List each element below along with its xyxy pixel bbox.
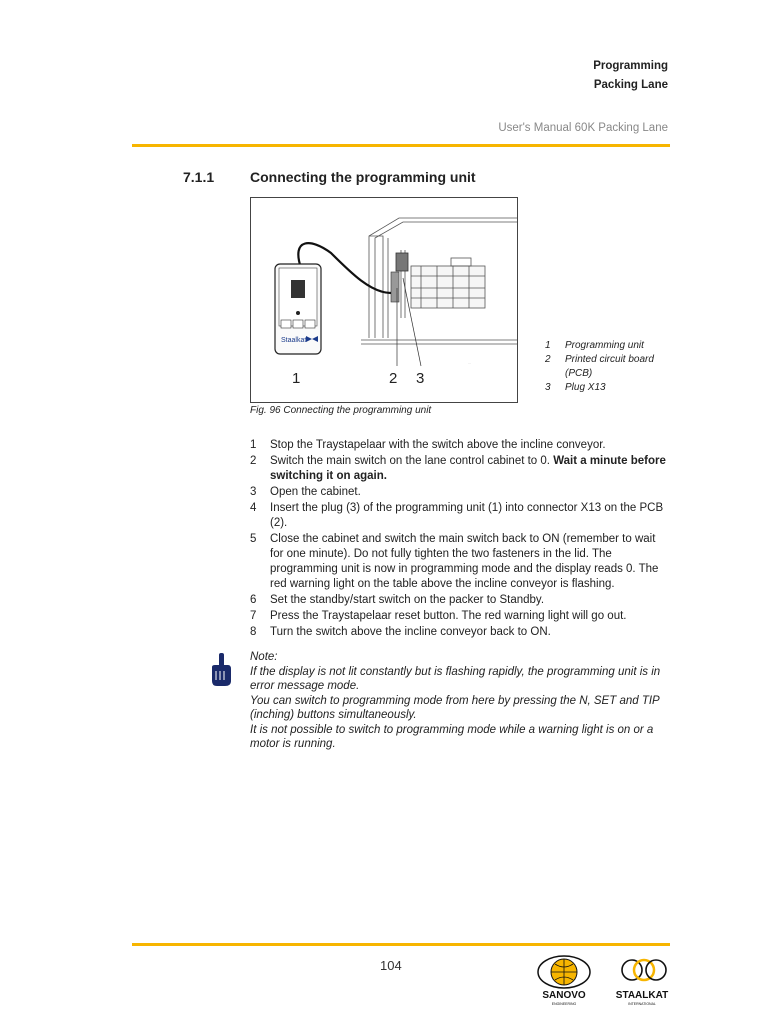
note-block: [250, 650, 670, 752]
legend-item: 2 Printed circuit board (PCB): [545, 354, 654, 379]
step-item: 4 Insert the plug (3) of the programming unit (1) into connector X13 on the PCB (2).: [250, 502, 664, 529]
figure-legend: [545, 339, 670, 395]
legend-item: 3 Plug X13: [545, 382, 606, 393]
manual-title: User's Manual 60K Packing Lane: [498, 122, 668, 134]
sanovo-wordmark: SANOVO: [542, 990, 586, 1001]
step-item: 8 Turn the switch above the incline conveyor back to ON.: [250, 626, 551, 638]
note-line: If the display is not lit constantly but is flashing rapidly, the programming unit is in error message mode.: [250, 665, 661, 692]
note-line: It is not possible to switch to programming mode while a warning light is on or a motor is running.: [250, 723, 654, 750]
callout-1: 1: [292, 370, 301, 387]
step-item: 3 Open the cabinet.: [250, 486, 361, 498]
pcb-connector: [396, 253, 408, 271]
plug-x13: [391, 272, 399, 302]
cabinet-drawing: [361, 218, 517, 344]
sanovo-logo: [538, 956, 590, 1006]
header-subsection-title: Packing Lane: [593, 79, 668, 91]
callout-2: 2: [389, 370, 398, 387]
callout-3: 3: [416, 370, 425, 387]
header-rule: [132, 144, 670, 147]
pointing-hand-icon: [210, 653, 232, 687]
step-item: 1 Stop the Traystapelaar with the switch above the incline conveyor.: [250, 439, 606, 451]
footer-logos: [536, 950, 670, 1010]
footer-rule: [132, 943, 670, 946]
svg-text:···: ···: [468, 361, 471, 365]
figure-connecting-unit: [250, 197, 518, 403]
staalkat-subtitle: INTERNATIONAL: [628, 1002, 656, 1006]
section-number: 7.1.1: [183, 169, 215, 185]
procedure-steps: [250, 438, 670, 641]
header-section-title: Programming: [593, 60, 668, 72]
programming-unit-drawing: [275, 264, 321, 354]
step-item: 6 Set the standby/start switch on the packer to Standby.: [250, 594, 545, 606]
figure-caption: Fig. 96 Connecting the programming unit: [250, 405, 432, 416]
staalkat-wordmark: STAALKAT: [615, 990, 669, 1001]
unit-brand-label: Staalkat: [281, 337, 307, 344]
note-line: You can switch to programming mode from here by pressing the N, SET and TIP (inching) buttons simultaneously.: [250, 694, 660, 721]
legend-item: 1 Programming unit: [545, 340, 644, 351]
step-item: 2 Switch the main switch on the lane control cabinet to 0. Wait a minute before switching it on again.: [250, 455, 666, 482]
step-warning-bold: Wait a minute before switching it on again.: [270, 455, 666, 482]
step-item: 7 Press the Traystapelaar reset button. The red warning light will go out.: [250, 610, 627, 622]
staalkat-logo: [616, 960, 668, 1006]
note-label: Note:: [250, 651, 278, 663]
figure-illustration: [251, 198, 517, 402]
step-item: 5 Close the cabinet and switch the main switch back to ON (remember to wait for one minute). Do not fully tighten the two fasteners in the lid. The programming unit is now in programming mode and the display reads 0. The red warning light on the table above the incline conveyor is flashing.: [250, 533, 659, 590]
sanovo-subtitle: ENGINEERING: [551, 1002, 577, 1006]
page-number: 104: [380, 958, 402, 973]
section-title: Connecting the programming unit: [250, 169, 476, 185]
